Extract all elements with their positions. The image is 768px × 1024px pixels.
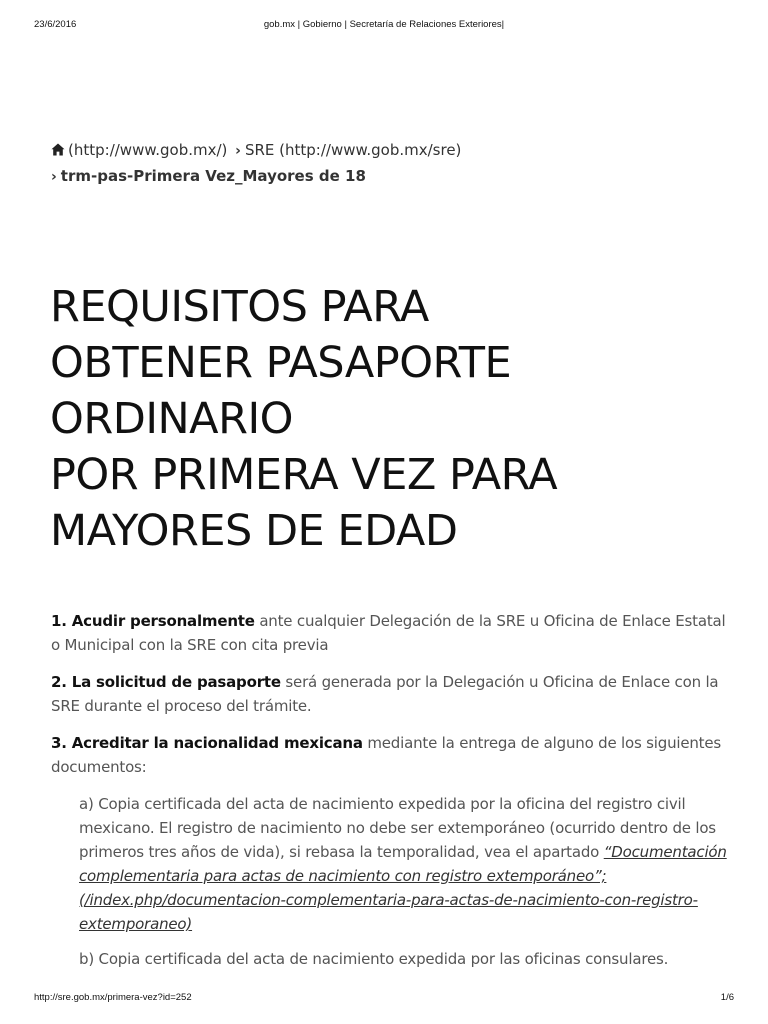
requirement-text: ante cualquier Delegación de la SRE u Oficina de Enlace Estatal o Municipal con la SRE con cita previa xyxy=(51,612,726,654)
document-option-a-text: a) Copia certificada del acta de nacimiento expedida por la oficina del registro civil mexicano. El registro de nacimiento no debe ser extemporáneo (ocurrido dentro de los primeros tres años de vida), si rebasa la temporalidad, vea el apartado xyxy=(79,795,716,861)
breadcrumb-current: trm-pas-Primera Vez_Mayores de 18 xyxy=(60,167,366,185)
home-icon xyxy=(51,143,65,156)
page-title-line: REQUISITOS PARA xyxy=(50,282,429,332)
requirements-content xyxy=(51,609,731,982)
breadcrumb-line-1 xyxy=(51,138,461,164)
requirement-text: mediante la entrega de alguno de los siguientes documentos: xyxy=(51,734,722,776)
requirement-item xyxy=(51,731,731,779)
requirement-heading: 3. Acreditar la nacionalidad mexicana xyxy=(51,734,363,752)
document-option-b-text: b) Copia certificada del acta de nacimiento expedida por las oficinas consulares. xyxy=(79,950,669,968)
print-page-number: 1/6 xyxy=(720,992,734,1003)
document-option-a xyxy=(79,792,739,936)
extemporaneous-docs-link[interactable]: “Documentación complementaria para actas de nacimiento con registro extemporáneo”; (/index.php/documentacion-complementaria-para-actas-de-nacimiento-con-registro-extemporaneo) xyxy=(79,843,727,933)
breadcrumb-line-2 xyxy=(51,164,461,190)
document-option-b xyxy=(79,947,739,971)
requirement-item xyxy=(51,670,731,718)
print-page-title: gob.mx | Gobierno | Secretaría de Relaciones Exteriores| xyxy=(263,19,505,30)
page-title xyxy=(50,279,557,559)
breadcrumb-sre-link[interactable]: SRE (http://www.gob.mx/sre) xyxy=(244,141,462,159)
requirement-heading: 2. La solicitud de pasaporte xyxy=(51,673,281,691)
breadcrumb-home-text: (http://www.gob.mx/) xyxy=(68,141,228,159)
print-footer xyxy=(34,992,734,1006)
breadcrumb xyxy=(51,138,461,190)
print-url: http://sre.gob.mx/primera-vez?id=252 xyxy=(34,992,192,1003)
requirement-text: será generada por la Delegación u Oficina de Enlace con la SRE durante el proceso del trámite. xyxy=(51,673,719,715)
print-date: 23/6/2016 xyxy=(34,19,77,30)
page-title-line: POR PRIMERA VEZ PARA xyxy=(50,450,558,500)
breadcrumb-home-link[interactable] xyxy=(51,141,232,159)
chevron-right-icon: › xyxy=(235,143,241,159)
print-header xyxy=(34,19,734,33)
page-title-line: MAYORES DE EDAD xyxy=(50,506,458,556)
page-title-line: OBTENER PASAPORTE xyxy=(50,338,512,388)
requirement-heading: 1. Acudir personalmente xyxy=(51,612,255,630)
requirement-item xyxy=(51,609,731,657)
chevron-right-icon: › xyxy=(51,169,57,185)
page-title-line: ORDINARIO xyxy=(50,394,294,444)
